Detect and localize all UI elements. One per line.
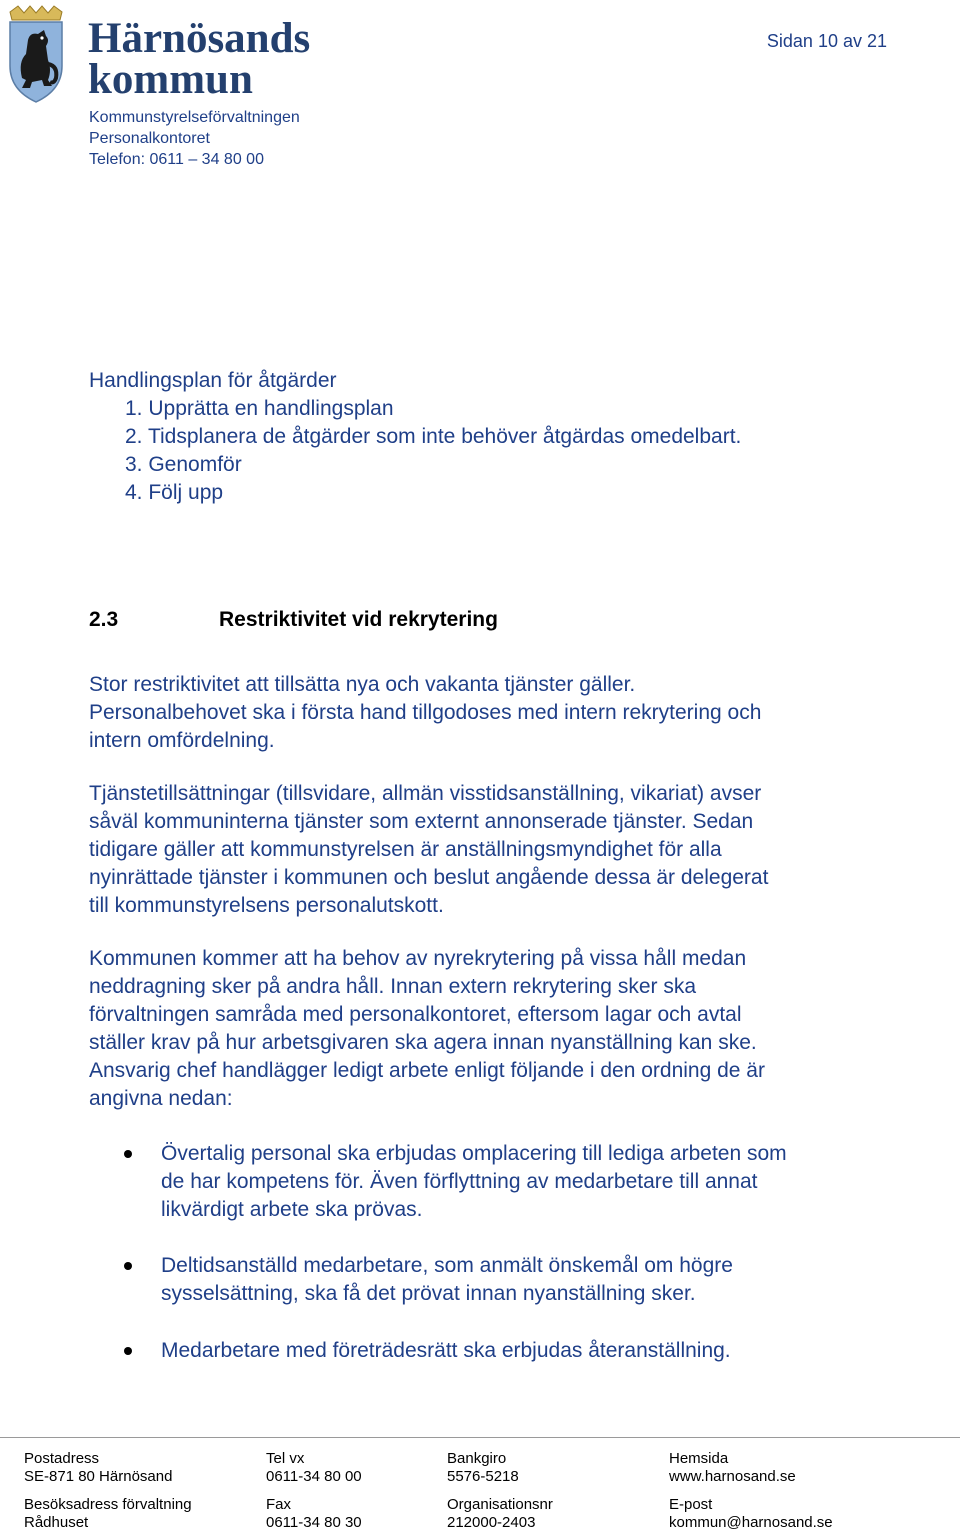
paragraph-line: Tjänstetillsättningar (tillsvidare, allmän visstidsanställning, vikariat) avser [89,782,762,805]
plan-heading: Handlingsplan för åtgärder [89,369,337,392]
footer-phone: 0611-34 80 00 [266,1468,362,1485]
footer-postal-label: Postadress [24,1450,100,1467]
office-name: Personalkontoret [89,130,210,147]
footer-visit-label: Besöksadress förvaltning [24,1496,192,1513]
footer-orgnr: 212000-2403 [447,1514,536,1531]
logo-wordmark [88,15,311,103]
paragraph-line: Kommunen kommer att ha behov av nyrekrytering på vissa håll medan [89,947,747,970]
section-heading [89,608,498,632]
paragraph-line: angivna nedan: [89,1087,233,1110]
paragraph-line: neddragning sker på andra håll. Innan extern rekrytering sker ska [89,975,697,998]
bullet-line: Övertalig personal ska erbjudas omplacering till lediga arbeten som [161,1142,787,1165]
paragraph-line: intern omfördelning. [89,729,275,752]
paragraph-line: Ansvarig chef handlägger ledigt arbete enligt följande i den ordning de är [89,1059,765,1082]
paragraph-line: Stor restriktivitet att tillsätta nya och vakanta tjänster gäller. [89,673,636,696]
footer-bank-label: Bankgiro [447,1450,507,1467]
organisation-name: Kommunstyrelseförvaltningen [89,109,300,126]
bullet-icon [124,1150,132,1158]
bullet-line: de har kompetens för. Även förflyttning av medarbetare till annat [161,1170,758,1193]
footer-web-link[interactable]: www.harnosand.se [669,1468,796,1485]
department-block [89,107,300,170]
coat-of-arms-icon [4,4,68,104]
footer-fax: 0611-34 80 30 [266,1514,362,1531]
section-title: Restriktivitet vid rekrytering [219,608,498,631]
bullet-line: Deltidsanställd medarbetare, som anmält önskemål om högre [161,1254,733,1277]
paragraph-line: ställer krav på hur arbetsgivaren ska agera innan nyanställning kan ske. [89,1031,757,1054]
footer-visit: Rådhuset [24,1514,89,1531]
footer-fax-label: Fax [266,1496,292,1513]
paragraph-line: förvaltningen samråda med personalkontoret, eftersom lagar och avtal [89,1003,742,1026]
footer-postal: SE-871 80 Härnösand [24,1468,173,1485]
plan-item: 4. Följ upp [125,481,224,504]
bullet-line: Medarbetare med företrädesrätt ska erbjudas återanställning. [161,1339,731,1362]
plan-item: 3. Genomför [125,453,242,476]
footer-phone-label: Tel vx [266,1450,305,1467]
bullet-line: sysselsättning, ska få det prövat innan nyanställning sker. [161,1282,696,1305]
bullet-icon [124,1262,132,1270]
bullet-icon [124,1347,132,1355]
paragraph-line: nyinrättade tjänster i kommunen och beslut angående dessa är delegerat [89,866,769,889]
footer-orgnr-label: Organisationsnr [447,1496,553,1513]
bullet-line: likvärdigt arbete ska prövas. [161,1198,423,1221]
footer-web-label: Hemsida [669,1450,729,1467]
paragraph-line: tidigare gäller att kommunstyrelsen är anställningsmyndighet för alla [89,838,722,861]
office-phone: Telefon: 0611 – 34 80 00 [89,151,264,168]
paragraph-line: Personalbehovet ska i första hand tillgodoses med intern rekrytering och [89,701,762,724]
logo-line-1: Härnösands [88,15,311,62]
page-number: Sidan 10 av 21 [766,31,887,51]
logo-line-2: kommun [88,56,253,103]
section-number: 2.3 [89,608,119,631]
footer-divider [0,1437,960,1438]
plan-item: 2. Tidsplanera de åtgärder som inte behöver åtgärdas omedelbart. [125,425,742,448]
paragraph-line: såväl kommuninterna tjänster som externt annonserade tjänster. Sedan [89,810,754,833]
footer-email-label: E-post [669,1496,713,1513]
paragraph-line: till kommunstyrelsens personalutskott. [89,894,444,917]
footer-email-link[interactable]: kommun@harnosand.se [669,1514,833,1531]
plan-item: 1. Upprätta en handlingsplan [125,397,394,420]
footer-bank: 5576-5218 [447,1468,519,1485]
